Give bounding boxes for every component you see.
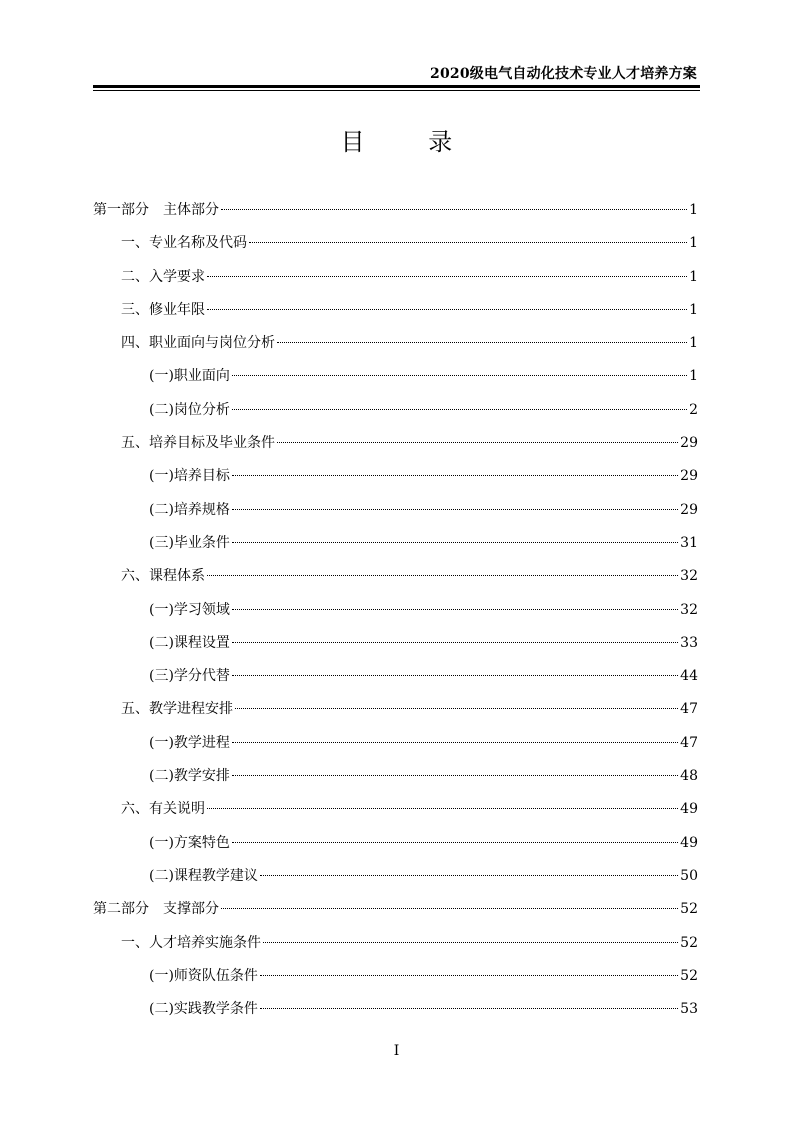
toc-dot-leader <box>207 308 687 310</box>
toc-entry-label: (三)学分代替 <box>149 668 230 685</box>
toc-dot-leader <box>232 841 678 843</box>
toc-entry-label: (一)学习领域 <box>149 601 230 618</box>
toc-entry-page: 52 <box>680 901 698 918</box>
toc-entry-page: 29 <box>680 435 698 452</box>
toc-entry-label: (二)课程设置 <box>149 634 230 651</box>
toc-entry-page: 1 <box>689 368 698 385</box>
toc-dot-leader <box>232 608 678 610</box>
toc-entry-label: 六、课程体系 <box>121 568 205 585</box>
toc-entry-page: 48 <box>680 768 698 785</box>
toc-dot-leader <box>277 341 687 343</box>
toc-entry[interactable] <box>93 594 698 627</box>
table-of-contents <box>93 194 698 1026</box>
toc-entry-label: 二、入学要求 <box>121 268 205 285</box>
toc-entry[interactable] <box>93 360 698 393</box>
toc-entry-label: (三)毕业条件 <box>149 534 230 551</box>
toc-entry-page: 2 <box>689 401 698 418</box>
toc-entry[interactable] <box>93 294 698 327</box>
toc-dot-leader <box>207 275 687 277</box>
toc-entry-page: 32 <box>680 568 698 585</box>
toc-entry[interactable] <box>93 860 698 893</box>
toc-entry[interactable] <box>93 927 698 960</box>
toc-dot-leader <box>263 941 678 943</box>
toc-dot-leader <box>221 208 687 210</box>
toc-entry[interactable] <box>93 560 698 593</box>
toc-entry[interactable] <box>93 727 698 760</box>
toc-entry-page: 44 <box>680 668 698 685</box>
toc-entry-label: (二)实践教学条件 <box>149 1001 258 1018</box>
toc-dot-leader <box>232 474 678 476</box>
toc-entry-page: 52 <box>680 967 698 984</box>
toc-entry-page: 32 <box>680 601 698 618</box>
toc-dot-leader <box>232 541 678 543</box>
toc-entry[interactable] <box>93 660 698 693</box>
toc-entry[interactable] <box>93 893 698 926</box>
toc-entry-page: 47 <box>680 734 698 751</box>
toc-dot-leader <box>232 408 687 410</box>
toc-entry-page: 52 <box>680 934 698 951</box>
toc-entry-page: 1 <box>689 235 698 252</box>
toc-entry-label: (一)职业面向 <box>149 368 230 385</box>
toc-entry-label: (二)培养规格 <box>149 501 230 518</box>
toc-entry-page: 33 <box>680 634 698 651</box>
toc-entry-label: (二)教学安排 <box>149 768 230 785</box>
toc-entry-page: 50 <box>680 867 698 884</box>
toc-entry-page: 53 <box>680 1001 698 1018</box>
toc-dot-leader <box>235 707 678 709</box>
toc-dot-leader <box>207 574 678 576</box>
toc-entry-label: 第一部分 主体部分 <box>93 202 219 218</box>
toc-dot-leader <box>260 1007 678 1009</box>
toc-entry[interactable] <box>93 693 698 726</box>
header-rule-thick <box>93 85 700 88</box>
toc-entry[interactable] <box>93 993 698 1026</box>
toc-entry-page: 29 <box>680 501 698 518</box>
toc-entry-label: 六、有关说明 <box>121 801 205 818</box>
toc-dot-leader <box>232 674 678 676</box>
toc-entry-label: 一、人才培养实施条件 <box>121 934 261 951</box>
toc-dot-leader <box>232 508 678 510</box>
toc-dot-leader <box>260 874 678 876</box>
toc-dot-leader <box>249 241 687 243</box>
toc-entry-page: 1 <box>689 335 698 352</box>
toc-entry-page: 49 <box>680 801 698 818</box>
toc-entry-label: 一、专业名称及代码 <box>121 235 247 252</box>
toc-entry[interactable] <box>93 394 698 427</box>
toc-entry-page: 1 <box>689 202 698 218</box>
toc-entry[interactable] <box>93 527 698 560</box>
toc-entry[interactable] <box>93 227 698 260</box>
toc-entry-page: 1 <box>689 301 698 318</box>
toc-entry-label: 三、修业年限 <box>121 301 205 318</box>
toc-entry[interactable] <box>93 827 698 860</box>
toc-entry-label: 第二部分 支撑部分 <box>93 901 219 918</box>
toc-entry-label: (二)课程教学建议 <box>149 867 258 884</box>
toc-entry-label: (二)岗位分析 <box>149 401 230 418</box>
toc-entry[interactable] <box>93 760 698 793</box>
toc-entry-label: 五、教学进程安排 <box>121 701 233 718</box>
toc-entry-label: 四、职业面向与岗位分析 <box>121 335 275 352</box>
toc-entry[interactable] <box>93 627 698 660</box>
toc-entry[interactable] <box>93 427 698 460</box>
toc-dot-leader <box>232 374 687 376</box>
page-number: I <box>393 1043 400 1059</box>
toc-entry-label: (一)培养目标 <box>149 468 230 485</box>
toc-entry[interactable] <box>93 327 698 360</box>
toc-entry[interactable] <box>93 460 698 493</box>
toc-dot-leader <box>221 907 678 909</box>
toc-dot-leader <box>232 641 678 643</box>
toc-dot-leader <box>232 741 678 743</box>
toc-dot-leader <box>277 441 678 443</box>
toc-entry-label: 五、培养目标及毕业条件 <box>121 435 275 452</box>
toc-entry-label: (一)教学进程 <box>149 734 230 751</box>
header-rule-thin <box>93 90 700 91</box>
toc-entry-page: 31 <box>680 534 698 551</box>
toc-entry[interactable] <box>93 494 698 527</box>
toc-title: 目 录 <box>340 128 481 156</box>
running-header-title: 2020级电气自动化技术专业人才培养方案 <box>430 66 697 82</box>
toc-entry-label: (一)方案特色 <box>149 834 230 851</box>
toc-dot-leader <box>207 807 678 809</box>
toc-entry-label: (一)师资队伍条件 <box>149 967 258 984</box>
toc-entry[interactable] <box>93 194 698 227</box>
toc-entry-page: 29 <box>680 468 698 485</box>
toc-entry-page: 1 <box>689 268 698 285</box>
toc-dot-leader <box>232 774 678 776</box>
toc-entry[interactable] <box>93 793 698 826</box>
toc-dot-leader <box>260 974 678 976</box>
toc-entry[interactable] <box>93 261 698 294</box>
toc-entry-page: 49 <box>680 834 698 851</box>
toc-entry-page: 47 <box>680 701 698 718</box>
toc-entry[interactable] <box>93 960 698 993</box>
